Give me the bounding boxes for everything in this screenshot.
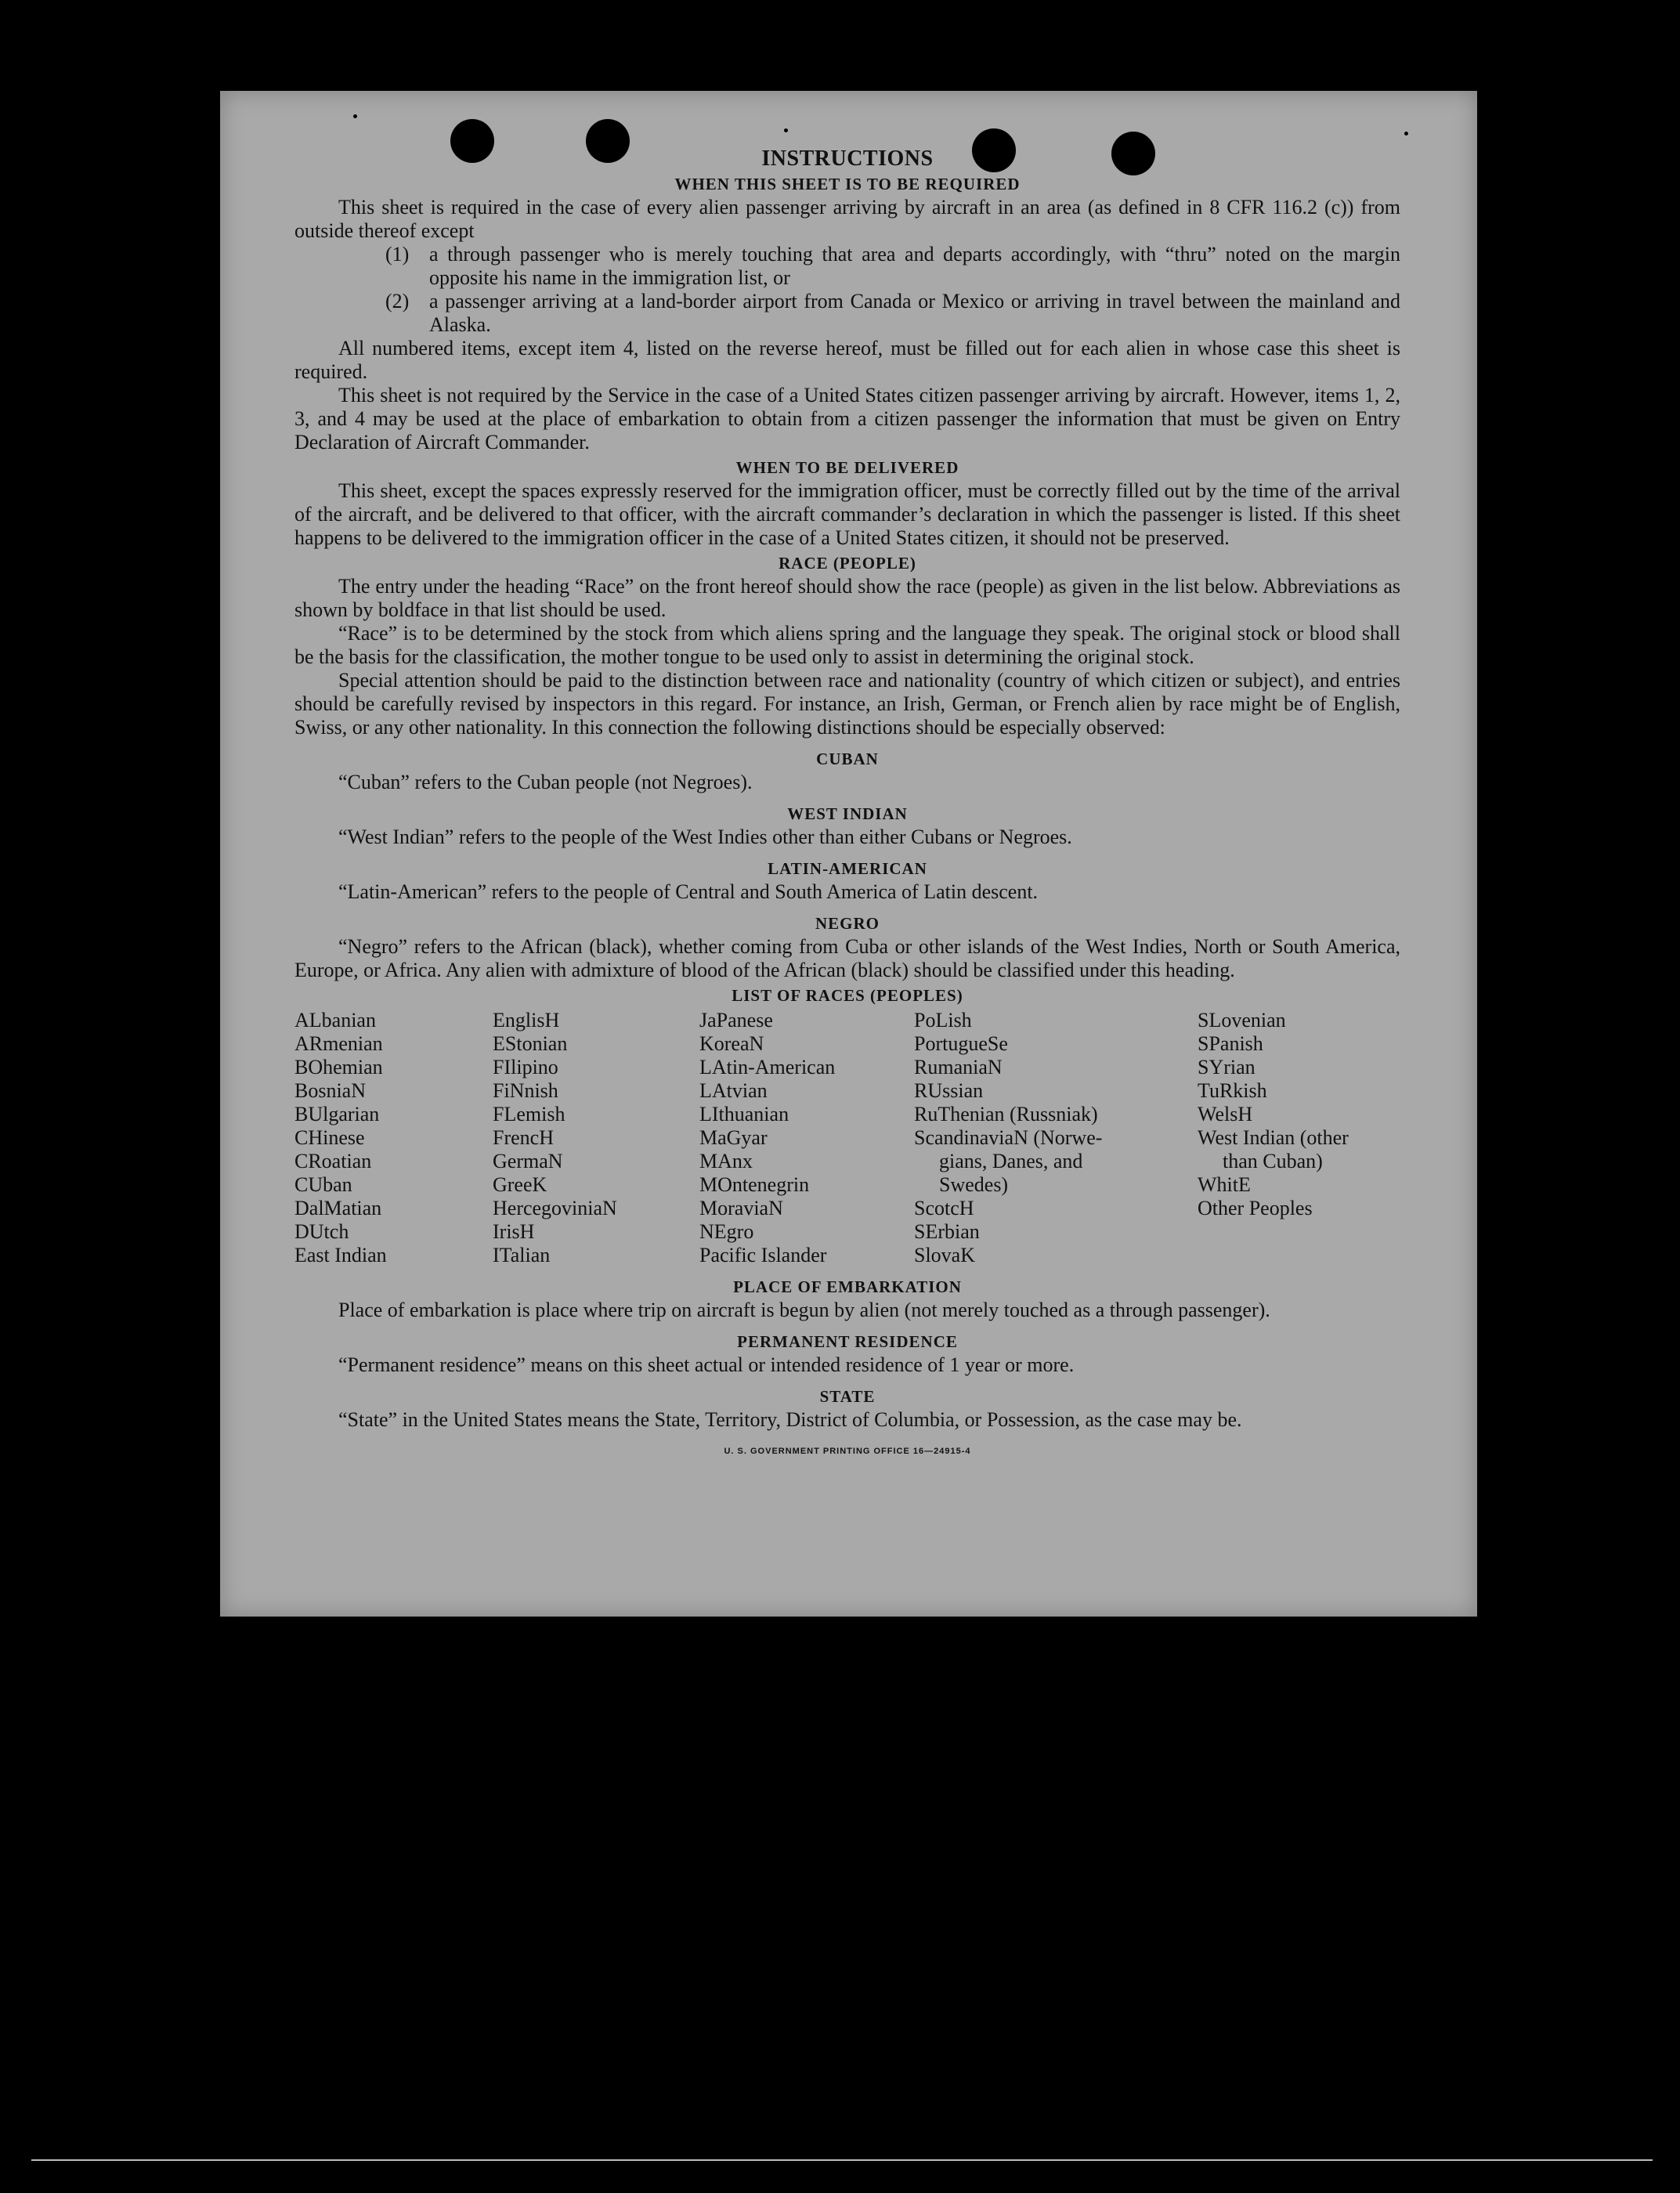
races-column-5-group-b xyxy=(1198,1150,1400,1173)
ink-speck xyxy=(353,114,357,118)
race-entry: East Indian xyxy=(294,1244,387,1266)
exception-item-2 xyxy=(385,290,1400,337)
document-sheet xyxy=(220,91,1477,1617)
paragraph-embarkation: Place of embarkation is place where trip on aircraft is begun by alien (not merely touched as a through passenger). xyxy=(338,1299,1270,1321)
race-entry: SYrian xyxy=(1198,1056,1255,1078)
paragraph-race-1: The entry under the heading “Race” on the front hereof should show the race (people) as given in the list below. Abbreviations as shown by boldface in that list should be used. xyxy=(294,575,1400,621)
race-entry: KoreaN xyxy=(699,1032,764,1055)
paragraph-race-2: “Race” is to be determined by the stock from which aliens spring and the language they speak. The original stock or blood shall be the basis for the classification, the mother tongue to be used only to assist in determining the original stock. xyxy=(294,622,1400,668)
printing-office-footer: U. S. GOVERNMENT PRINTING OFFICE 16—24915-4 xyxy=(724,1447,971,1456)
race-entry: FLemish xyxy=(493,1103,565,1125)
race-entry: SErbian xyxy=(914,1220,980,1243)
paragraph-delivered: This sheet, except the spaces expressly reserved for the immigration officer, must be correctly filled out by the time of the arrival of the aircraft, and be delivered to that officer, with the aircraft commander’s declaration in which the passenger is listed. If this sheet happens to be delivered to the immigration officer in the case of a United States citizen, it should not be preserved. xyxy=(294,479,1400,549)
race-entry: FiNnish xyxy=(493,1079,558,1102)
race-entry: BOhemian xyxy=(294,1056,383,1078)
paragraph-state: “State” in the United States means the State, Territory, District of Columbia, or Possession, as the case may be. xyxy=(338,1408,1242,1431)
ink-speck xyxy=(1404,132,1408,135)
race-entry: WelsH xyxy=(1198,1103,1253,1125)
race-entry: PoLish xyxy=(914,1009,972,1031)
exception-item-1 xyxy=(385,243,1400,290)
race-entry: DUtch xyxy=(294,1220,349,1243)
race-entry: MaGyar xyxy=(699,1126,768,1149)
paragraph-required-3: This sheet is not required by the Service in the case of a United States citizen passenger arriving by aircraft. However, items 1, 2, 3, and 4 may be used at the place of embarkation to obtain from a citizen passenger the information that must be given on Entry Declaration of Aircraft Commander. xyxy=(294,384,1400,453)
race-entry: EStonian xyxy=(493,1032,568,1055)
paragraph-negro: “Negro” refers to the African (black), whether coming from Cuba or other islands of the West Indies, North or South America, Europe, or Africa. Any alien with admixture of blood of the African (black) should be classified under this heading. xyxy=(294,935,1400,981)
race-entry: BUlgarian xyxy=(294,1103,380,1125)
exception-number-2: (2) xyxy=(385,290,410,313)
heading-west-indian: WEST INDIAN xyxy=(787,804,908,823)
race-entry: ITalian xyxy=(493,1244,551,1266)
races-column-2 xyxy=(493,1009,699,1267)
paragraph-cuban: “Cuban” refers to the Cuban people (not Negroes). xyxy=(338,771,753,793)
heading-state: STATE xyxy=(819,1387,876,1406)
exception-text-2: a passenger arriving at a land-border airport from Canada or Mexico or arriving in travel between the mainland and Alaska. xyxy=(429,290,1400,336)
race-entry: GermaN xyxy=(493,1150,563,1172)
race-entry: ScandinaviaN (Norwe- xyxy=(914,1126,1103,1149)
scan-edge-line xyxy=(31,2159,1653,2161)
heading-delivered: WHEN TO BE DELIVERED xyxy=(735,458,959,477)
races-column-1 xyxy=(294,1009,493,1267)
race-entry: CUban xyxy=(294,1173,352,1196)
race-entry: ScotcH xyxy=(914,1197,974,1219)
races-column-3 xyxy=(699,1009,914,1267)
race-entry: CHinese xyxy=(294,1126,365,1149)
race-entry: BosniaN xyxy=(294,1079,366,1102)
race-entry: Other Peoples xyxy=(1198,1197,1313,1219)
race-entry: ALbanian xyxy=(294,1009,376,1031)
race-entry: JaPanese xyxy=(699,1009,773,1031)
race-entry: Pacific Islander xyxy=(699,1244,827,1266)
race-entry: TuRkish xyxy=(1198,1079,1267,1102)
races-column-4-group-a xyxy=(914,1009,1198,1150)
race-entry: than Cuban) xyxy=(1223,1150,1323,1172)
race-entry: Swedes) xyxy=(939,1173,1009,1196)
race-entry: SPanish xyxy=(1198,1032,1263,1055)
race-entry: WhitE xyxy=(1198,1173,1251,1196)
heading-race: RACE (PEOPLE) xyxy=(779,554,916,573)
heading-embarkation: PLACE OF EMBARKATION xyxy=(733,1277,962,1296)
race-entry: RuThenian (Russniak) xyxy=(914,1103,1098,1125)
heading-cuban: CUBAN xyxy=(816,750,879,768)
heading-residence: PERMANENT RESIDENCE xyxy=(737,1332,958,1351)
paragraph-race-3: Special attention should be paid to the distinction between race and nationality (country of which citizen or subject), and entries should be carefully revised by inspectors in this regard. For instance, an Irish, German, or French alien by race might be of English, Swiss, or any other nationality. In this connection the following distinctions should be especially observed: xyxy=(294,669,1400,739)
races-column-4-group-c xyxy=(914,1197,1198,1267)
heading-list-of-races: LIST OF RACES (PEOPLES) xyxy=(732,986,963,1005)
paragraph-west-indian: “West Indian” refers to the people of the West Indies other than either Cubans or Negroes. xyxy=(338,826,1072,848)
race-entry: FrencH xyxy=(493,1126,554,1149)
heading-required: WHEN THIS SHEET IS TO BE REQUIRED xyxy=(674,175,1021,193)
race-entry: gians, Danes, and xyxy=(939,1150,1083,1172)
race-entry: LIthuanian xyxy=(699,1103,789,1125)
race-entry: SlovaK xyxy=(914,1244,975,1266)
race-entry: RUssian xyxy=(914,1079,984,1102)
race-entry: RumaniaN xyxy=(914,1056,1003,1078)
page-title: INSTRUCTIONS xyxy=(761,146,934,171)
races-column-5 xyxy=(1198,1009,1400,1267)
race-entry: IrisH xyxy=(493,1220,535,1243)
race-entry: CRoatian xyxy=(294,1150,372,1172)
paragraph-required-2: All numbered items, except item 4, listed on the reverse hereof, must be filled out for each alien in whose case this sheet is required. xyxy=(294,337,1400,383)
race-entry: ARmenian xyxy=(294,1032,383,1055)
races-list xyxy=(294,1009,1400,1267)
races-column-4 xyxy=(914,1009,1198,1267)
race-entry: MAnx xyxy=(699,1150,753,1172)
race-entry: EnglisH xyxy=(493,1009,560,1031)
race-entry: DalMatian xyxy=(294,1197,382,1219)
race-entry: PortugueSe xyxy=(914,1032,1008,1055)
race-entry: LAtvian xyxy=(699,1079,768,1102)
race-entry: HercegoviniaN xyxy=(493,1197,617,1219)
race-entry: LAtin-American xyxy=(699,1056,836,1078)
race-entry: GreeK xyxy=(493,1173,547,1196)
paragraph-required-1: This sheet is required in the case of every alien passenger arriving by aircraft in an area (as defined in 8 CFR 116.2 (c)) from outside thereof except xyxy=(294,196,1400,242)
race-entry: FIlipino xyxy=(493,1056,558,1078)
heading-latin-american: LATIN-AMERICAN xyxy=(768,859,927,878)
exception-number-1: (1) xyxy=(385,243,410,266)
ink-speck xyxy=(784,128,788,132)
paragraph-latin-american: “Latin-American” refers to the people of Central and South America of Latin descent. xyxy=(338,880,1039,903)
races-column-5-group-c xyxy=(1198,1173,1400,1220)
races-column-4-group-b xyxy=(914,1150,1198,1197)
exception-text-1: a through passenger who is merely touching that area and departs accordingly, with “thru” noted on the margin opposite his name in the immigration list, or xyxy=(429,243,1400,289)
heading-negro: NEGRO xyxy=(815,914,880,933)
race-entry: MoraviaN xyxy=(699,1197,783,1219)
race-entry: SLovenian xyxy=(1198,1009,1286,1031)
race-entry: NEgro xyxy=(699,1220,754,1243)
race-entry: MOntenegrin xyxy=(699,1173,810,1196)
paragraph-residence: “Permanent residence” means on this sheet actual or intended residence of 1 year or more. xyxy=(338,1353,1075,1376)
instructions-content xyxy=(294,147,1400,1463)
races-column-5-group-a xyxy=(1198,1009,1400,1150)
race-entry: West Indian (other xyxy=(1198,1126,1349,1149)
